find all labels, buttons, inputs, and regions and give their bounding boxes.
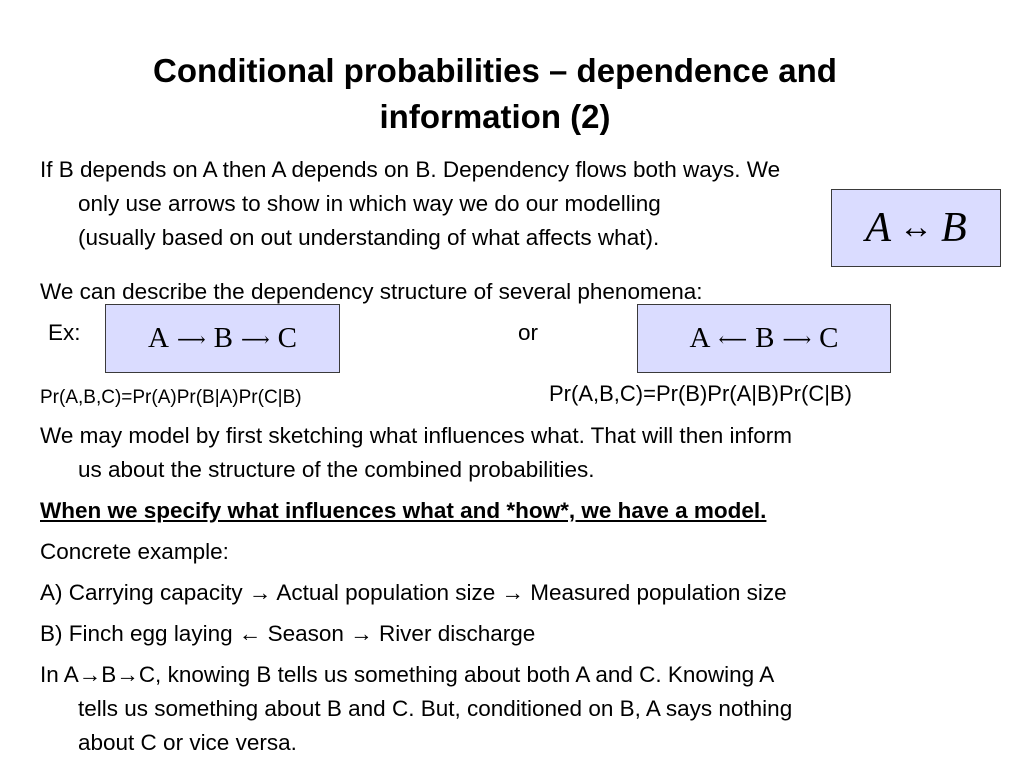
chain-node-c: C [277,322,297,354]
right-arrow-icon: → [350,621,373,646]
paragraph-dependency-line-3: (usually based on out understanding of what affects what). [78,225,660,250]
paragraph-model-definition: When we specify what influences what and *how*, we have a model. [40,498,767,523]
double-arrow-icon: ↔ [899,209,933,246]
conditioning-rest: C, knowing B tells us something about both A and C. Knowing A [138,662,775,687]
paragraph-conditioning-line-1 [40,658,792,692]
paragraph-sketching-line-1: We may model by first sketching what influences what. That will then inform [40,423,792,448]
example-b [40,617,535,651]
paragraph-dependency-line-2: only use arrows to show in which way we do our modelling [78,191,661,216]
paragraph-conditioning [40,658,792,760]
paragraph-sketching-line-2: us about the structure of the combined probabilities. [78,457,595,482]
left-arrow-icon: ← [238,621,262,646]
box-a-both-ways-b [831,189,1001,267]
box-chain-diagram [105,304,340,373]
formula-chain: Pr(A,B,C)=Pr(A)Pr(B|A)Pr(C|B) [40,387,302,408]
right-arrow-icon: ⟶ [782,326,812,351]
or-label: or [518,320,539,345]
example-a-end: Measured population size [523,580,787,605]
right-arrow-icon: ⟶ [240,326,270,351]
paragraph-dependency [40,153,780,255]
chain-node-a: A [148,322,169,354]
formula-fork: Pr(A,B,C)=Pr(B)Pr(A|B)Pr(C|B) [549,381,852,406]
example-b-mid: Season [261,621,351,646]
example-a [40,576,787,610]
paragraph-sketching [40,419,792,487]
paragraph-structure: We can describe the dependency structure of several phenomena: [40,279,703,304]
box-ab-a: A [865,205,891,251]
chain-node-b: B [213,322,233,354]
slide-title [40,48,950,140]
title-line-2: information (2) [379,98,611,135]
fork-node-c: C [819,322,839,354]
ex-label: Ex: [48,320,81,345]
right-arrow-icon: → [116,662,139,687]
fork-node-a: A [689,322,711,354]
left-arrow-icon: ⟵ [718,326,748,351]
right-arrow-icon: → [248,580,272,605]
example-b-prefix: B) Finch egg laying [40,621,239,646]
example-a-prefix: A) Carrying capacity [40,580,249,605]
conditioning-b: B [101,662,117,687]
paragraph-conditioning-line-3: about C or vice versa. [78,730,297,755]
right-arrow-icon: → [78,662,102,687]
example-a-mid: Actual population size [271,580,502,605]
fork-node-b: B [755,322,775,354]
paragraph-dependency-line-1: If B depends on A then A depends on B. Dependency flows both ways. We [40,157,781,182]
paragraph-concrete-example: Concrete example: [40,539,229,564]
right-arrow-icon: → [501,580,524,605]
right-arrow-icon: ⟶ [176,326,206,351]
paragraph-conditioning-line-2: tells us something about B and C. But, conditioned on B, A says nothing [78,696,793,721]
box-ab-b: B [941,205,967,251]
example-b-end: River discharge [372,621,536,646]
title-line-1: Conditional probabilities – dependence and [153,52,837,89]
conditioning-prefix: In A [40,662,79,687]
box-fork-diagram [637,304,891,373]
